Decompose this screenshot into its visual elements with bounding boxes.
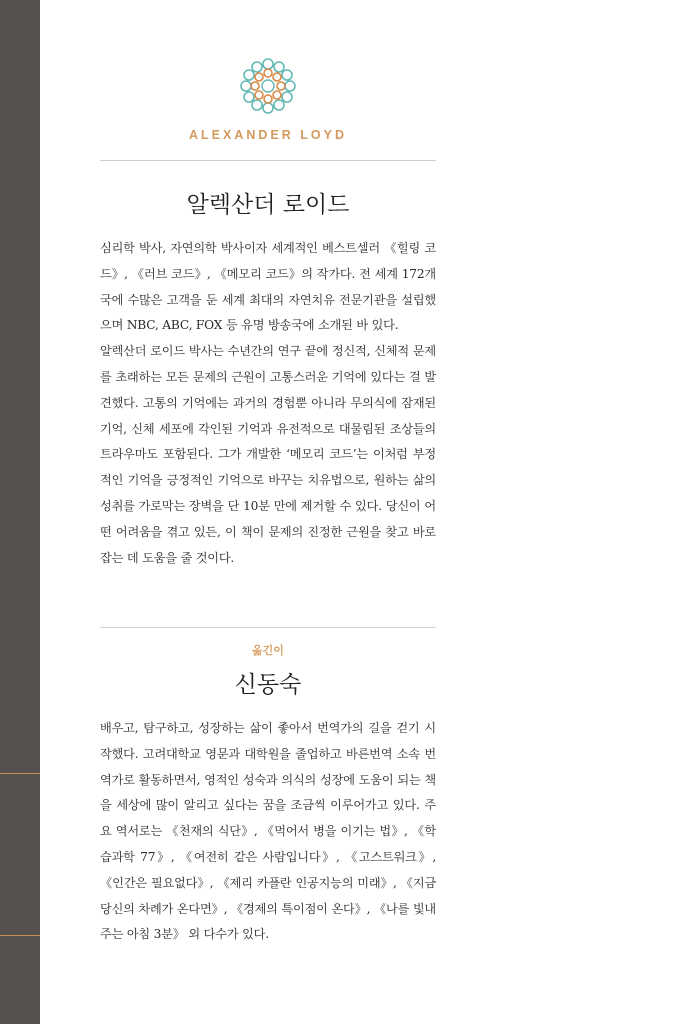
translator-label: 옮긴이: [252, 645, 284, 657]
author-biography: [100, 236, 436, 571]
translator-bio-paragraph: 배우고, 탐구하고, 성장하는 삶이 좋아서 번역가의 길을 걷기 시작했다. 고려대학교 영문과 대학원을 졸업하고 바른번역 소속 번역가로 활동하면서, 영적인 성숙과 의식의 성장에 도움이 되는 책을 세상에 많이 알리고 싶다는 꿈을 조금씩 이루어가고 있다. 주요 역서로는 《천재의 식단》, 《먹어서 병을 이기는 법》, 《학습과학 77》, 《여전히 같은 사람입니다》, 《고스트워크》, 《인간은 필요없다》, 《제리 카플란 인공지능의 미래》, 《지금 당신의 차례가 온다면》, 《경제의 특이점이 온다》, 《나를 빛내주는 아침 3분》 외 다수가 있다.: [100, 721, 436, 942]
flower-ornament-icon: [239, 57, 297, 115]
author-english-name: ALEXANDER LOYD: [189, 128, 347, 142]
translator-name: 신동숙: [234, 672, 302, 698]
author-korean-name: 알렉산더 로이드: [186, 192, 350, 218]
spine-divider: [0, 935, 40, 936]
section-divider: [100, 160, 436, 161]
page-spine-bar: [0, 0, 40, 1024]
spine-divider: [0, 773, 40, 774]
section-divider: [100, 627, 436, 628]
translator-biography: [100, 716, 436, 948]
author-bio-paragraph: 심리학 박사, 자연의학 박사이자 세계적인 베스트셀러 《힐링 코드》, 《러브 코드》, 《메모리 코드》의 작가다. 전 세계 172개국에 수많은 고객을 둔 세계 최대의 자연치유 전문기관을 설립했으며 NBC, ABC, FOX 등 유명 방송국에 소개된 바 있다.: [100, 241, 436, 333]
author-bio-paragraph: 알렉산더 로이드 박사는 수년간의 연구 끝에 정신적, 신체적 문제를 초래하는 모든 문제의 근원이 고통스러운 기억에 있다는 걸 발견했다. 고통의 기억에는 과거의 경험뿐 아니라 무의식에 잠재된 기억, 신체 세포에 각인된 기억과 유전적으로 대물림된 조상들의 트라우마도 포함된다. 그가 개발한 ‘메모리 코드’는 이처럼 부정적인 기억을 긍정적인 기억으로 바꾸는 치유법으로, 원하는 삶의 성취를 가로막는 장벽을 단 10분 만에 제거할 수 있다. 당신이 어떤 어려움을 겪고 있든, 이 책이 문제의 진정한 근원을 찾고 바로잡는 데 도움을 줄 것이다.: [100, 344, 436, 565]
